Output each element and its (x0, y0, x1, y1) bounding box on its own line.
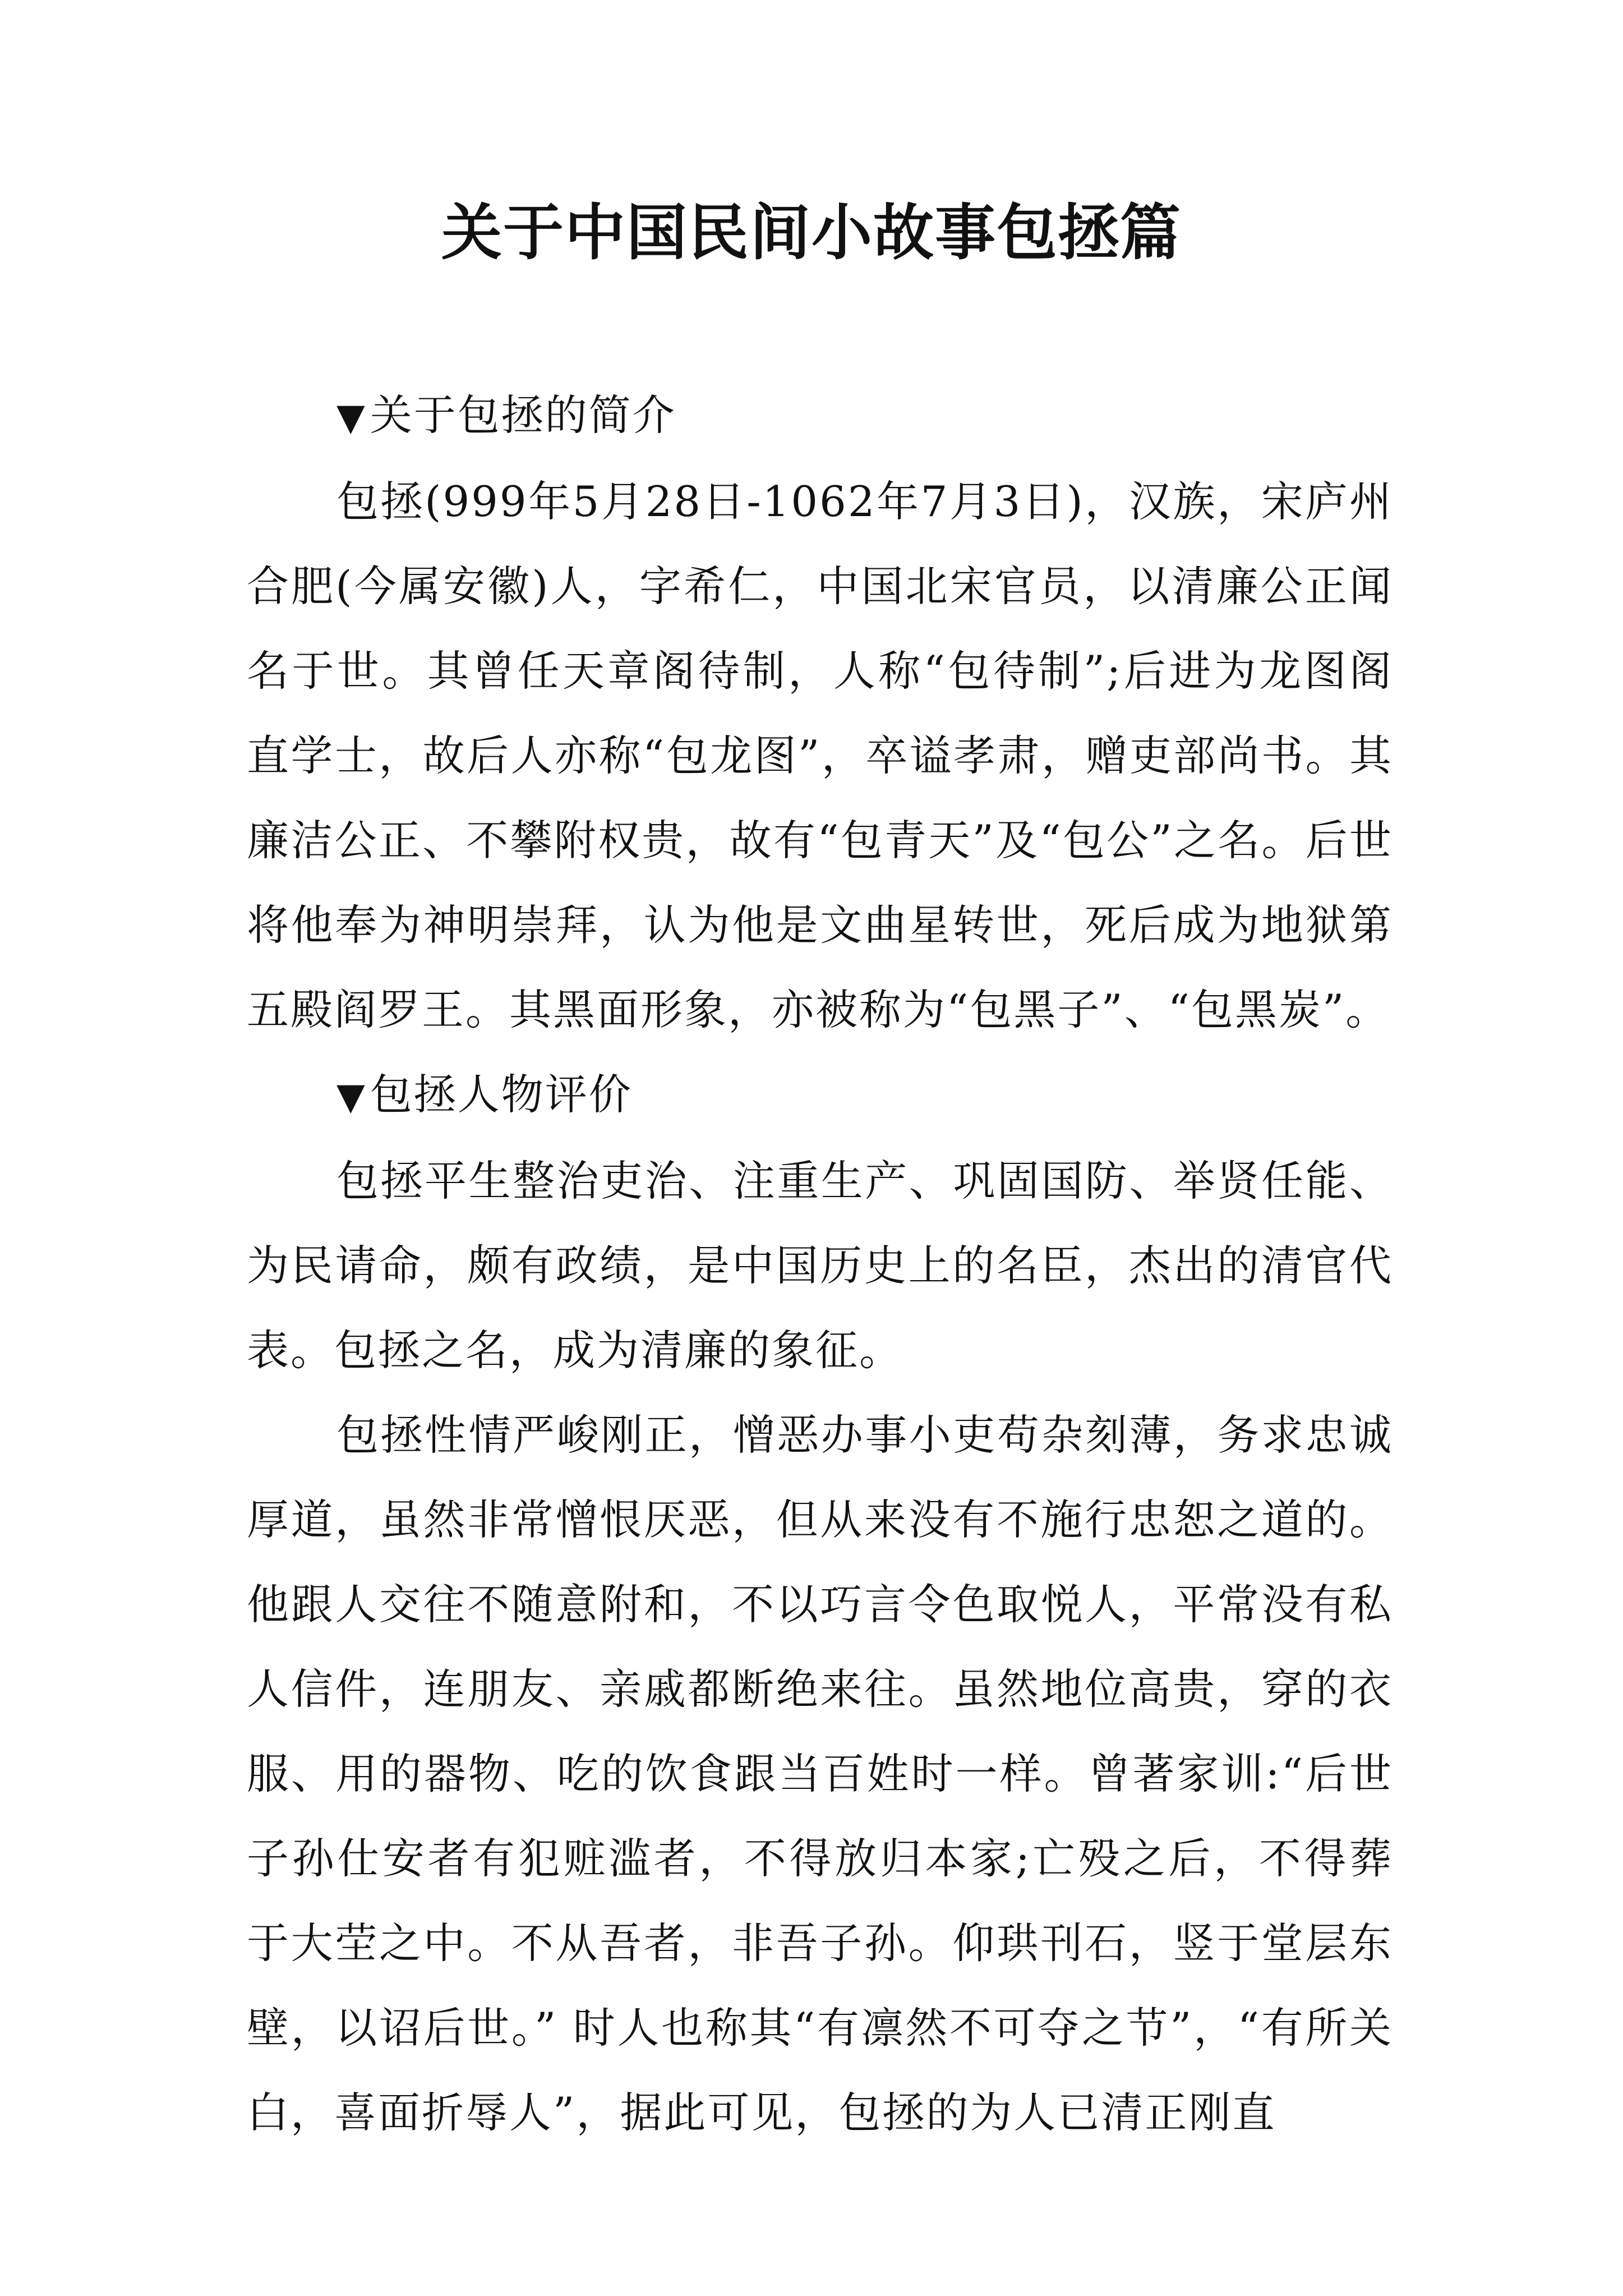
triangle-marker-icon: ▼ (336, 395, 367, 439)
document-body (247, 373, 1393, 2155)
document-title: 关于中国民间小故事包拯篇 (441, 197, 1182, 268)
section-heading-text: 关于包拯的简介 (370, 390, 676, 440)
section-heading-text: 包拯人物评价 (370, 1070, 633, 1119)
triangle-marker-icon: ▼ (336, 1075, 367, 1118)
paragraph: 包拯(999年5月28日-1062年7月3日)，汉族，宋庐州合肥(今属安徽)人，字希仁，中国北宋官员，以清廉公正闻名于世。其曾任天章阁待制，人称“包待制”;后进为龙图阁直学士，故后人亦称“包龙图”，卒谥孝肃，赠吏部尚书。其廉洁公正、不攀附权贵，故有“包青天”及“包公”之名。后世将他奉为神明崇拜，认为他是文曲星转世，死后成为地狱第五殿阎罗王。其黑面形象，亦被称为“包黑子”、“包黑炭”。 (247, 477, 1393, 1034)
paragraph: 包拯性情严峻刚正，憎恶办事小吏苟杂刻薄，务求忠诚厚道，虽然非常憎恨厌恶，但从来没有不施行忠恕之道的。他跟人交往不随意附和，不以巧言令色取悦人，平常没有私人信件，连朋友、亲戚都断绝来往。虽然地位高贵，穿的衣服、用的器物、吃的饮食跟当百姓时一样。曾著家训:“后世子孙仕安者有犯赃滥者，不得放归本家;亡殁之后，不得葬于大茔之中。不从吾者，非吾子孙。仰珙刊石，竖于堂层东壁，以诏后世。” 时人也称其“有凛然不可夺之节”，“有所关白，喜面折辱人”，据此可见，包拯的为人已清正刚直 (247, 1410, 1393, 2137)
section-heading-evaluation (247, 1052, 1393, 1139)
section-heading-intro (247, 373, 1393, 459)
paragraph: 包拯平生整治吏治、注重生产、巩固国防、举贤任能、为民请命，颇有政绩，是中国历史上的名臣，杰出的清官代表。包拯之名，成为清廉的象征。 (247, 1156, 1393, 1375)
